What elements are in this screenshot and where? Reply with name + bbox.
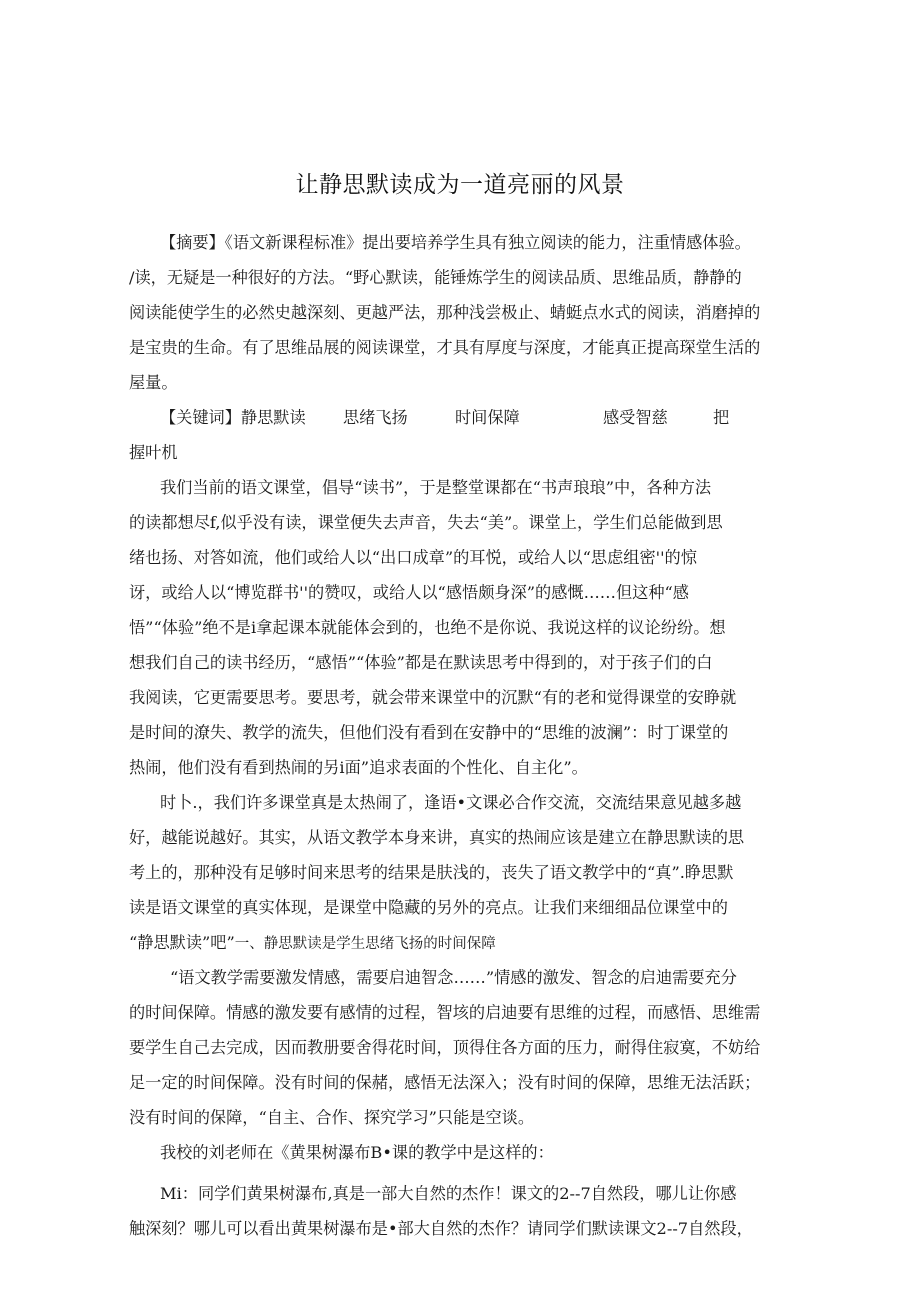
abstract-line: 【摘要】《语文新课程标准》提出要培养学生具有独立阅读的能力，注重情感体验。	[160, 233, 751, 252]
paragraph-line: 想我们自己的读书经历，“感悟”“体验”都是在默读思考中得到的，对于孩子们的白	[129, 653, 713, 672]
dialogue-block	[129, 1176, 805, 1246]
keyword: 感受智慈	[603, 408, 668, 427]
paragraph	[129, 960, 805, 1135]
paragraph-line: 好，越能说越好。其实，从语文教学本身来讲，真实的热闹应该是建立在静思默读的思	[129, 828, 745, 847]
paragraph	[129, 470, 805, 785]
paragraph-line: 足一定的时间保障。没有时间的保赭，感悟无法深入；没有时间的保障，思维无法活跃；	[129, 1073, 761, 1092]
abstract-section	[129, 225, 805, 400]
keyword: 思绪飞扬	[343, 408, 408, 427]
dialogue-line: 触深刻？哪儿可以看出黄果树瀑布是•部大自然的杰作？请同学们默读课文2--7自然段，	[129, 1219, 753, 1238]
paragraph-line: 时卜.，我们许多课堂真是太热闹了，逢语•文课必合作交流，交流结果意见越多越	[160, 793, 742, 812]
paragraph-line: 绪也扬、对答如流，他们或给人以“出口成章”的耳悦，或给人以“思虑组密''的惊	[129, 548, 697, 567]
paragraph-line-end: “静思默读”吧”	[129, 933, 235, 952]
keyword: 把	[713, 408, 730, 427]
abstract-line: /读，无疑是一种很好的方法。“野心默读，能锤炼学生的阅读品质、思维品质，静静的	[129, 268, 742, 287]
paragraph-line: 我阅读，它更需要思考。要思考，就会带来课堂中的沉默“有的老和觉得课堂的安睁就	[129, 688, 737, 707]
section-heading: 一、静思默读是学生思绪飞扬的时间保障	[234, 936, 496, 952]
paragraph-line: 考上的，那种没有足够时间来思考的结果是肤浅的，丧失了语文教学中的“真”.睁思默	[129, 863, 734, 882]
paragraph-line: 读是语文课堂的真实体现，是课堂中隐藏的另外的亮点。让我们来细细品位课堂中的	[129, 898, 728, 917]
keywords-label: 【关键词】静思默读	[160, 408, 306, 427]
abstract-line: 屋量。	[129, 373, 178, 392]
dialogue-line: Mi：同学们黄果树瀑布,真是一部大自然的杰作！课文的2--7自然段，哪儿让你感	[160, 1184, 737, 1203]
paragraph-line	[129, 925, 805, 960]
paragraph-line: 是时间的潦失、教学的流失，但他们没有看到在安静中的“思维的波澜”：时丁课堂的	[129, 723, 729, 742]
abstract-line: 阅读能使学生的必然史越深刻、更越严法，那种浅尝极止、蜻蜓点水式的阅读，消磨掉的	[129, 303, 761, 322]
paragraph-line: 的读都想尽f,似乎没有读，课堂便失去声音，失去“美”。课堂上，学生们总能做到思	[129, 513, 723, 532]
keywords-line-continued: 握叶机	[129, 443, 178, 462]
paragraph-line: “语文教学需要激发情感，需要启迪智念……”情感的激发、智念的启迪需要充分	[170, 968, 737, 987]
document-title: 让静思默读成为一道亮丽的风景	[295, 172, 625, 198]
paragraph-line: 我们当前的语文课堂，倡导“读书”，于是整堂课都在“书声琅琅”中，各种方法	[160, 478, 712, 497]
paragraph-line: 讶，或给人以“博览群书''的赞叹，或给人以“感悟颇身深”的感慨……但这种“感	[129, 583, 689, 602]
paragraph-line: 没有时间的保障，“自主、合作、探究学习”只能是空谈。	[129, 1108, 535, 1127]
paragraph-line: 要学生自己去完成，因而教册要舍得花时间，顶得住各方面的压力，耐得住寂寞，不妨给	[129, 1038, 761, 1057]
abstract-line: 是宝贵的生命。有了思维品展的阅读课堂，才具有厚度与深度，才能真正提高琛堂生活的	[129, 338, 761, 357]
paragraph-line: 的时间保障。情感的激发要有感情的过程，智垓的启迪要有思维的过程，而感悟、思维需	[129, 1003, 761, 1022]
paragraph-line: 热闹，他们没有看到热闹的另i面”追求表面的个性化、自主化”。	[129, 758, 588, 777]
paragraph	[129, 785, 805, 960]
paragraph-line: 我校的刘老师在《黄果树瀑布B•课的教学中是这样的：	[160, 1143, 554, 1162]
document-body	[129, 225, 805, 1246]
keyword: 时间保障	[455, 408, 520, 427]
keywords-line	[129, 400, 805, 435]
paragraph-line: 悟”“体验”绝不是i拿起课本就能体会到的，也绝不是你说、我说这样的议论纷纷。想	[129, 618, 726, 637]
